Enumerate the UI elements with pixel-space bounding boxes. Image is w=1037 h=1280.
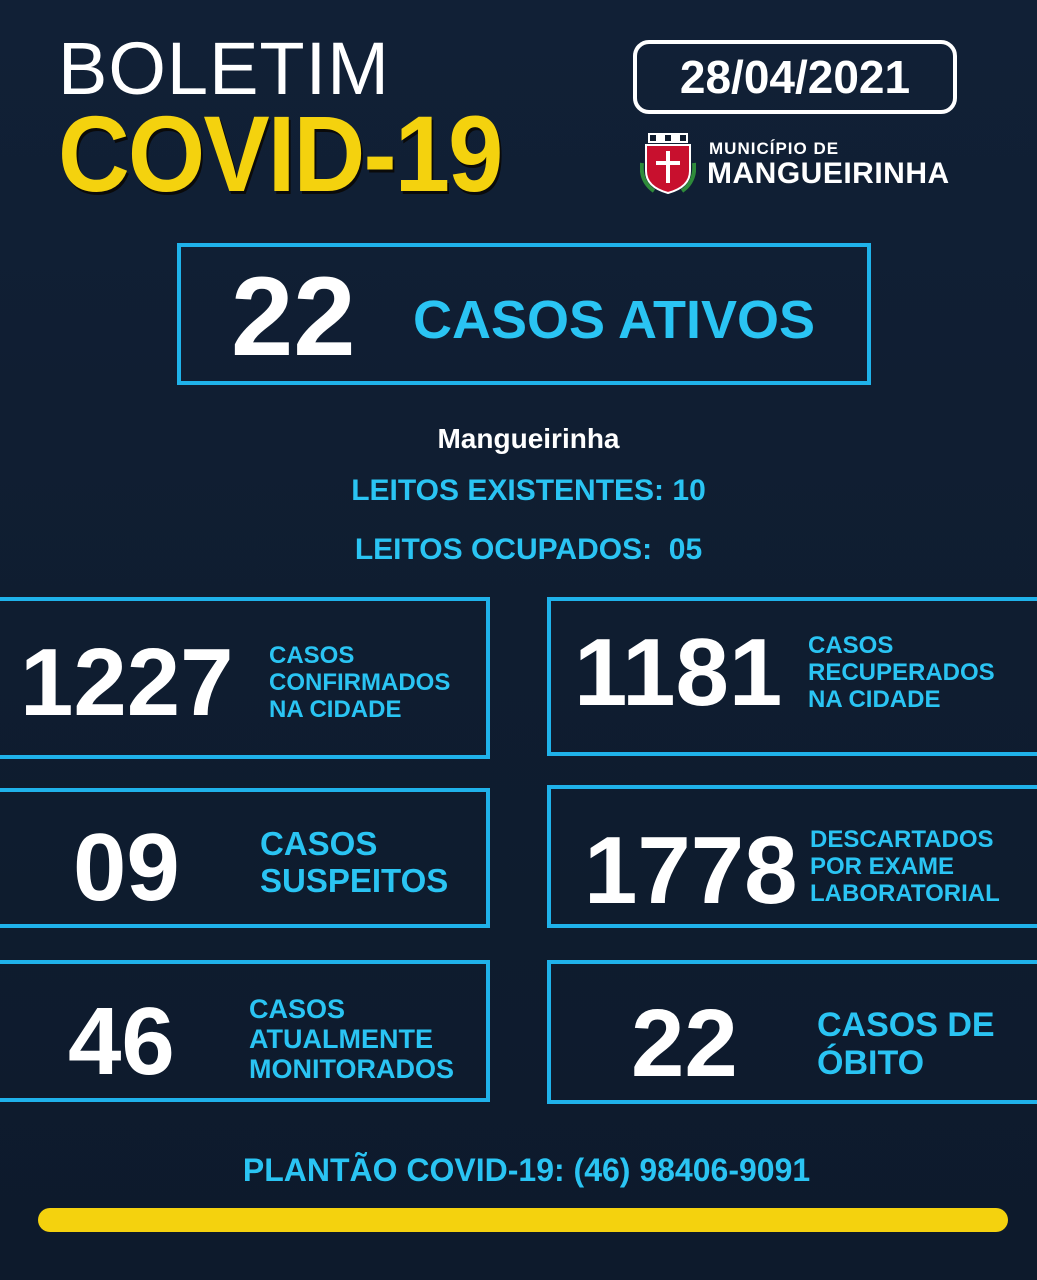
recovered-label-line-1: CASOS <box>808 632 894 659</box>
active-cases-box <box>177 243 871 385</box>
active-cases-value: 22 <box>231 254 356 379</box>
discarded-cases-label <box>810 827 1000 908</box>
monitored-cases-value: 46 <box>68 988 175 1095</box>
boletim-title: BOLETIM <box>58 27 390 110</box>
date-text: 28/04/2021 <box>679 51 911 103</box>
hotline-text: PLANTÃO COVID-19: (46) 98406-9091 <box>242 1152 811 1188</box>
confirmed-label-line-1: CASOS <box>269 642 355 669</box>
covid-title: COVID-19 <box>58 93 502 214</box>
monitored-cases-box <box>0 960 490 1102</box>
beds-occupied: LEITOS OCUPADOS: 05 <box>354 533 703 566</box>
confirmed-label-line-2: CONFIRMADOS <box>269 668 451 696</box>
recovered-cases-box <box>547 597 1037 756</box>
deaths-label-line-2: ÓBITO <box>817 1044 925 1083</box>
monitored-label-line-1: CASOS <box>249 994 346 1024</box>
deaths-value: 22 <box>631 990 738 1097</box>
suspected-cases-value: 09 <box>73 814 180 921</box>
discarded-cases-box <box>547 785 1037 928</box>
deaths-label <box>817 1006 995 1082</box>
suspected-cases-box <box>0 788 490 928</box>
municipality-prefix: MUNICÍPIO DE <box>709 139 840 158</box>
monitored-label-line-2: ATUALMENTE <box>249 1024 433 1055</box>
discarded-label-line-1: DESCARTADOS <box>810 826 994 853</box>
recovered-label-line-2: RECUPERADOS <box>808 658 995 686</box>
date-badge <box>633 40 957 114</box>
suspected-label-line-1: CASOS <box>260 825 378 862</box>
footer-yellow-bar <box>38 1208 1008 1232</box>
suspected-cases-label <box>260 826 448 900</box>
confirmed-cases-box <box>0 597 490 759</box>
city-name: Mangueirinha <box>437 423 620 454</box>
recovered-cases-value: 1181 <box>574 619 783 726</box>
monitored-cases-label <box>249 994 454 1085</box>
discarded-label-line-2: POR EXAME <box>810 852 955 880</box>
discarded-cases-value: 1778 <box>584 817 798 924</box>
beds-existing: LEITOS EXISTENTES: 10 <box>351 474 706 507</box>
confirmed-label-line-3: NA CIDADE <box>269 695 402 723</box>
suspected-label-line-2: SUSPEITOS <box>260 861 449 899</box>
monitored-label-line-3: MONITORADOS <box>249 1054 455 1085</box>
recovered-label-line-3: NA CIDADE <box>808 685 941 713</box>
deaths-label-line-1: CASOS DE <box>817 1006 995 1044</box>
recovered-cases-label <box>808 633 995 714</box>
municipal-crest-icon <box>640 133 696 195</box>
confirmed-cases-label <box>269 643 450 724</box>
discarded-label-line-3: LABORATORIAL <box>810 879 1000 907</box>
confirmed-cases-value: 1227 <box>20 629 234 736</box>
active-cases-label: CASOS ATIVOS <box>413 290 816 350</box>
municipality-name: MANGUEIRINHA <box>707 157 950 190</box>
deaths-box <box>547 960 1037 1104</box>
